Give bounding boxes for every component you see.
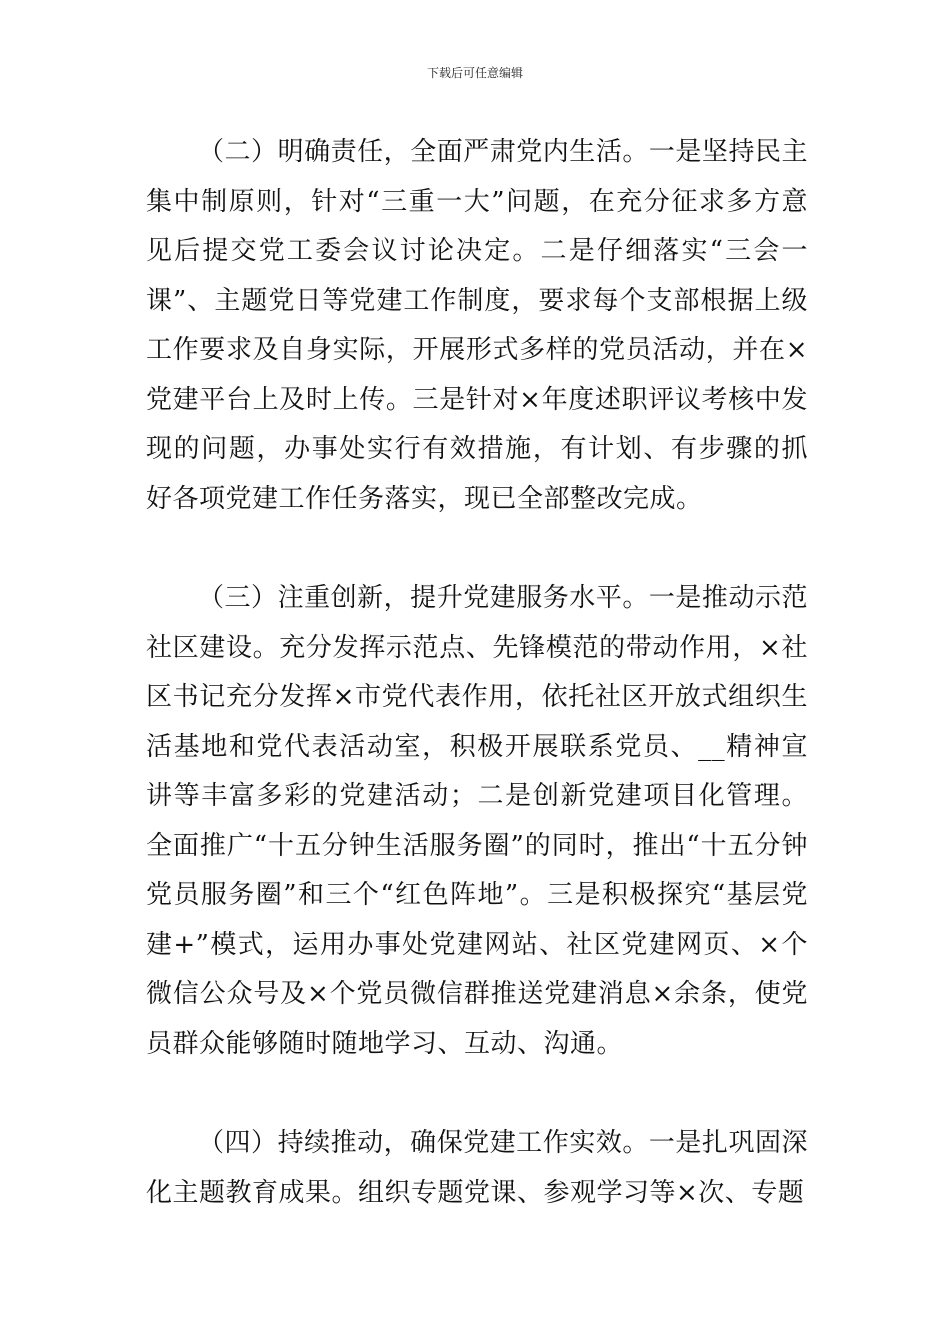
- paragraph-4: （四）持续推动，确保党建工作实效。一是扎巩固深化主题教育成果。组织专题党课、参观学习等×次、专题: [146, 1128, 808, 1208]
- document-body: [146, 128, 808, 1218]
- paragraph-2: （二）明确责任，全面严肃党内生活。一是坚持民主集中制原则，针对“三重一大”问题，在充分征求多方意见后提交党工委会议讨论决定。二是仔细落实“三会一课”、主题党日等党建工作制度，要求每个支部根据上级工作要求及自身实际，开展形式多样的党员活动，并在×党建平台上及时上传。三是针对×年度述职评议考核中发现的问题，办事处实行有效措施，有计划、有步骤的抓好各项党建工作任务落实，现已全部整改完成。: [146, 137, 808, 514]
- page-header: 下载后可任意编辑: [426, 66, 523, 80]
- paragraph-3: （三）注重创新，提升党建服务水平。一是推动示范社区建设。充分发挥示范点、先锋模范的带动作用，×社区书记充分发挥×市党代表作用，依托社区开放式组织生活基地和党代表活动室，积极开展联系党员、__精神宣讲等丰富多彩的党建活动；二是创新党建项目化管理。全面推广“十五分钟生活服务圈”的同时，推出“十五分钟党员服务圈”和三个“红色阵地”。三是积极探究“基层党建+”模式，运用办事处党建网站、社区党建网页、×个微信公众号及×个党员微信群推送党建消息×余条，使党员群众能够随时随地学习、互动、沟通。: [146, 583, 808, 1059]
